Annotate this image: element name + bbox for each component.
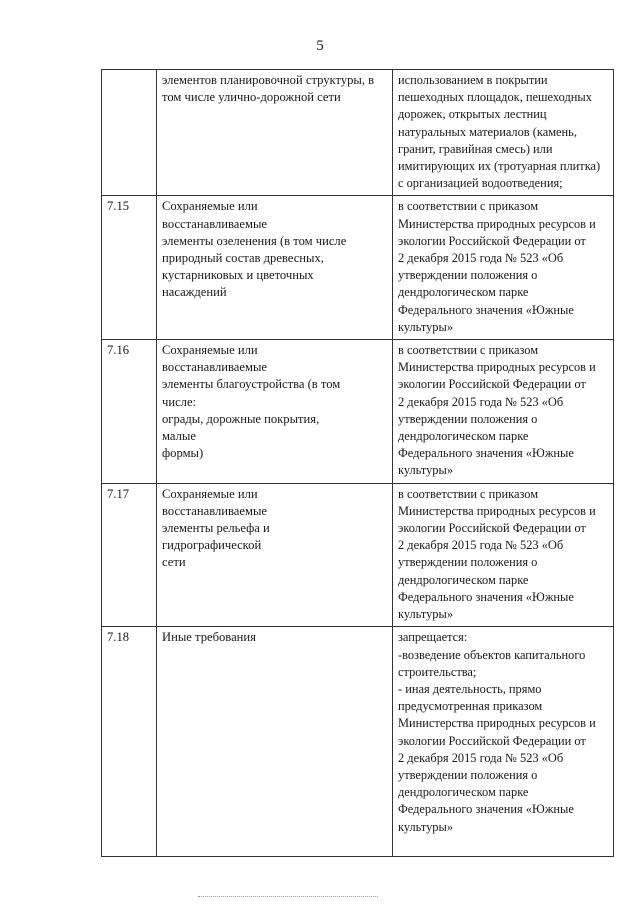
- element-cell: Сохраняемые или восстанавливаемые элементы рельефа и гидрографической сети: [157, 483, 393, 627]
- page-number: 5: [316, 38, 324, 54]
- requirement-cell: в соответствии с приказом Министерства природных ресурсов и экологии Российской Федерации от 2 декабря 2015 года № 523 «Об утверждении положения о дендрологическом парке Федерального значения «Южные культуры»: [393, 340, 614, 484]
- regulations-table: [101, 69, 614, 857]
- element-cell: Иные требования: [157, 627, 393, 857]
- row-number: 7.17: [102, 483, 157, 627]
- table-row: [102, 70, 614, 196]
- table-row: [102, 340, 614, 484]
- element-cell: элементов планировочной структуры, в том числе улично-дорожной сети: [157, 70, 393, 196]
- footer-scan-artifact: [198, 896, 378, 899]
- table-row: [102, 627, 614, 857]
- row-number: 7.16: [102, 340, 157, 484]
- table-row: [102, 483, 614, 627]
- requirement-cell: запрещается: -возведение объектов капитального строительства; - иная деятельность, прямо предусмотренная приказом Министерства природных ресурсов и экологии Российской Федерации от 2 декабря 2015 года № 523 «Об утверждении положения о дендрологическом парке Федерального значения «Южные культуры»: [393, 627, 614, 857]
- requirement-cell: в соответствии с приказом Министерства природных ресурсов и экологии Российской Федерации от 2 декабря 2015 года № 523 «Об утверждении положения о дендрологическом парке Федерального значения «Южные культуры»: [393, 483, 614, 627]
- row-number: [102, 70, 157, 196]
- element-cell: Сохраняемые или восстанавливаемые элементы озеленения (в том числе природный состав древесных, кустарниковых и цветочных насаждений: [157, 196, 393, 340]
- row-number: 7.18: [102, 627, 157, 857]
- row-number: 7.15: [102, 196, 157, 340]
- requirement-cell: в соответствии с приказом Министерства природных ресурсов и экологии Российской Федерации от 2 декабря 2015 года № 523 «Об утверждении положения о дендрологическом парке Федерального значения «Южные культуры»: [393, 196, 614, 340]
- element-cell: Сохраняемые или восстанавливаемые элементы благоустройства (в том числе: ограды, дорожные покрытия, малые формы): [157, 340, 393, 484]
- table-row: [102, 196, 614, 340]
- requirement-cell: использованием в покрытии пешеходных площадок, пешеходных дорожек, открытых лестниц натуральных материалов (камень, гранит, гравийная смесь) или имитирующих их (тротуарная плитка) с организацией водоотведения;: [393, 70, 614, 196]
